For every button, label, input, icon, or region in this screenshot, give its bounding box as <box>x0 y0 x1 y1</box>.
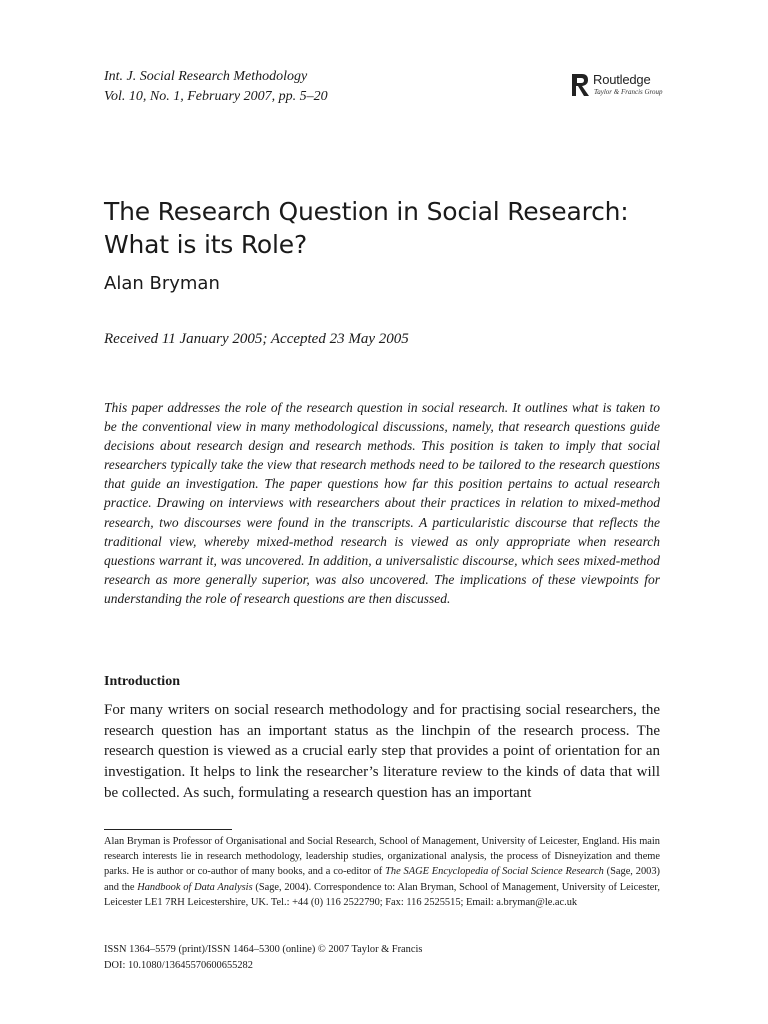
footnote-divider <box>104 829 232 830</box>
footnote-book-1: The SAGE Encyclopedia of Social Science Research <box>385 866 604 878</box>
journal-info <box>104 67 328 107</box>
footnote-text-3: (Sage, 2004). Correspondence to: Alan Bryman, School of Management, University of Leicester, Leicester LE1 7RH Leicestershire, UK. Tel.: +44 (0) 116 2522790; Fax: 116 2525515; Email: a.bryman@le.ac.uk <box>104 881 660 908</box>
section-heading-introduction: Introduction <box>104 674 180 689</box>
identifiers <box>104 942 422 973</box>
footnote-text-1: Alan Bryman is Professor of Organisational and Social Research, School of Management, University of Leicester, England. His main research interests lie in research methodology, leadership studies, organizational analysis, the process of Disneyization and theme parks. He is author or co-author of many books, and a co-editor of <box>104 836 660 878</box>
routledge-r-logo-icon <box>572 72 590 98</box>
footnote-text-2: (Sage, 2003) and the <box>104 866 660 893</box>
doi-line: DOI: 10.1080/13645570600655282 <box>104 959 253 971</box>
journal-issue: Vol. 10, No. 1, February 2007, pp. 5–20 <box>104 89 328 104</box>
author-footnote <box>104 834 660 910</box>
publisher-name: Routledge <box>593 72 651 87</box>
article-title: The Research Question in Social Research: What is its Role? <box>104 197 629 259</box>
introduction-paragraph: For many writers on social research methodology and for practising social researchers, the research question has an important status as the linchpin of the research process. The research question is viewed as a crucial early step that provides a point of orientation for an investigation. It helps to link the researcher’s literature review to the kinds of data that will be collected. As such, formulating a research question has an important <box>104 702 660 801</box>
abstract: This paper addresses the role of the research question in social research. It outlines what is taken to be the conventional view in many methodological discussions, namely, that research questions guide decisions about research design and research methods. This position is taken to imply that social researchers typically take the view that research methods need to be tailored to the research questions that guide an investigation. The paper questions how far this position pertains to actual research practice. Drawing on interviews with researchers about their practices in relation to mixed-method research, two discourses were found in the transcripts. A particularistic discourse that reflects the traditional view, whereby mixed-method research is viewed as only appropriate when research questions warrant it, was uncovered. In addition, a universalistic discourse, which sees mixed-method research as more generally superior, was also uncovered. The implications of these viewpoints for understanding the role of research questions are then discussed. <box>104 400 660 606</box>
article-author: Alan Bryman <box>104 273 220 294</box>
publisher-logo <box>572 72 682 98</box>
footnote-book-2: Handbook of Data Analysis <box>137 881 253 893</box>
issn-line: ISSN 1364–5579 (print)/ISSN 1464–5300 (online) © 2007 Taylor & Francis <box>104 944 423 955</box>
journal-name: Int. J. Social Research Methodology <box>104 69 308 84</box>
article-dates: Received 11 January 2005; Accepted 23 May 2005 <box>104 331 409 347</box>
publisher-group: Taylor & Francis Group <box>594 88 663 96</box>
